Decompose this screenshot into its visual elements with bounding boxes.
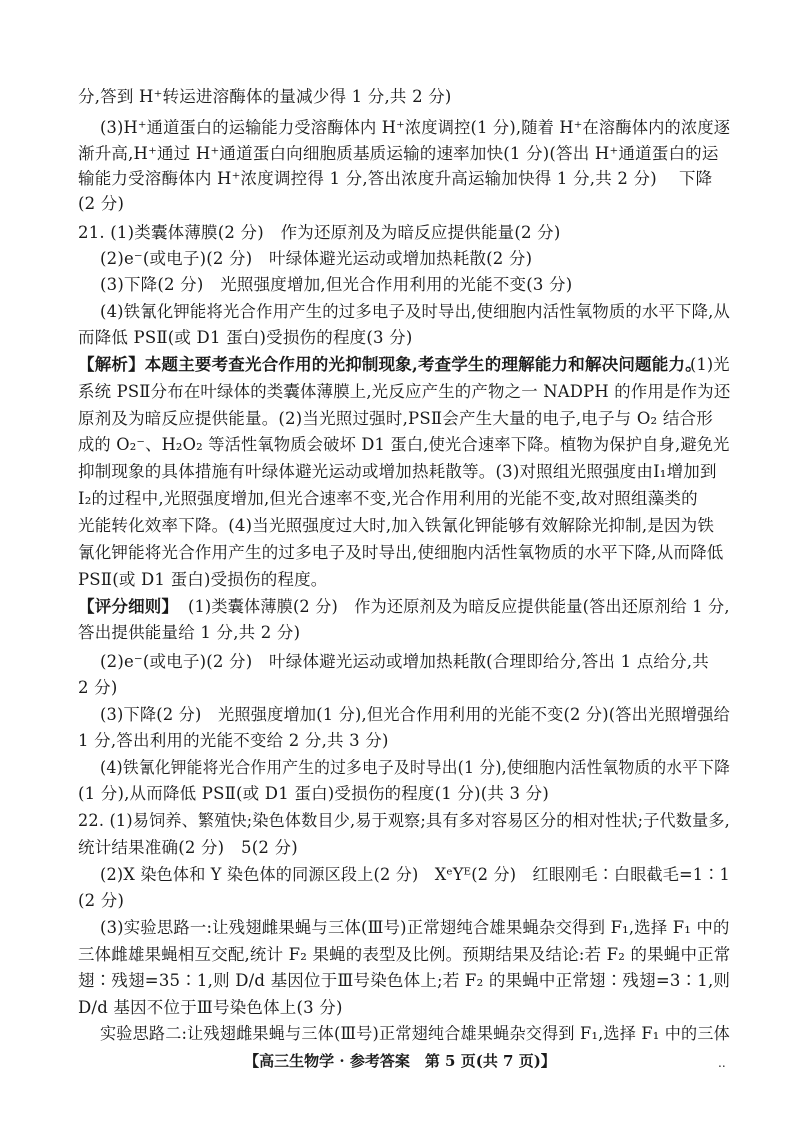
text-line: (4)铁氰化钾能将光合作用产生的过多电子及时导出,使细胞内活性氧物质的水平下降,从	[100, 302, 731, 321]
text-line: PSⅡ(或 D1 蛋白)受损伤的程度。	[78, 570, 328, 589]
text-line: 2 分)	[78, 678, 118, 697]
text-line: (2 分)	[78, 891, 125, 910]
text-line: 翅∶残翅=35∶1,则 D/d 基因位于Ⅲ号染色体上;若 F₂ 的果蝇中正常翅∶残翅=3∶1,则	[78, 971, 731, 990]
text-line: Ⅰ₂的过程中,光照强度增加,但光合速率不变,光合作用利用的光能不变,故对照组藻类的	[78, 489, 698, 508]
text-line: 1 分,答出利用的光能不变给 2 分,共 3 分)	[78, 731, 389, 750]
text-line: 抑制现象的具体措施有叶绿体避光运动或增加热耗散等。(3)对照组光照强度由Ⅰ₁增加到	[78, 462, 717, 481]
text-line: (4)铁氰化钾能将光合作用产生的过多电子及时导出(1 分),使细胞内活性氧物质的水平下降	[100, 758, 731, 777]
text-line: 实验思路二:让残翅雌果蝇与三体(Ⅲ号)正常翅纯合雄果蝇杂交得到 F₁,选择 F₁ 中的三体	[100, 1024, 730, 1043]
text-line: 三体雌雄果蝇相互交配,统计 F₂ 果蝇的表型及比例。预期结果及结论:若 F₂ 的果蝇中正常	[78, 945, 731, 964]
text-line: 分,答到 H⁺转运进溶酶体的量减少得 1 分,共 2 分)	[78, 87, 452, 106]
page-footer: 【高三生物学 · 参考答案 第 5 页(共 7 页)】	[244, 1052, 556, 1070]
text-line: 输能力受溶酶体内 H⁺浓度调控得 1 分,答出浓度升高运输加快得 1 分,共 2 分) 下降	[78, 169, 713, 188]
text-line: 渐升高,H⁺通过 H⁺通道蛋白向细胞质基质运输的速率加快(1 分)(答出 H⁺通道蛋白的运	[78, 144, 719, 163]
text-line: (1 分),从而降低 PSⅡ(或 D1 蛋白)受损伤的程度(1 分)(共 3 分)	[78, 784, 549, 803]
question-21-line: 21. (1)类囊体薄膜(2 分) 作为还原剂及为暗反应提供能量(2 分)	[78, 223, 561, 242]
text-line: 光能转化效率下降。(4)当光照强度过大时,加入铁氰化钾能够有效解除光抑制,是因为铁	[78, 516, 715, 535]
text-line: (3)下降(2 分) 光照强度增加,但光合作用利用的光能不变(3 分)	[100, 275, 573, 294]
text-line: D/d 基因不位于Ⅲ号染色体上(3 分)	[78, 998, 343, 1017]
text-line: 而降低 PSⅡ(或 D1 蛋白)受损伤的程度(3 分)	[78, 328, 413, 347]
text-line: 答出提供能量给 1 分,共 2 分)	[78, 623, 301, 642]
analysis-heading: 【解析】本题主要考查光合作用的光抑制现象,考查学生的理解能力和解决问题能力。	[78, 355, 702, 374]
text-line: (1)类囊体薄膜(2 分) 作为还原剂及为暗反应提供能量(答出还原剂给 1 分,	[188, 597, 730, 616]
text-line: 原剂及为暗反应提供能量。(2)当光照过强时,PSⅡ会产生大量的电子,电子与 O₂ 结合形	[78, 409, 713, 428]
scoring-heading: 【评分细则】	[78, 597, 179, 616]
text-line: (2)e⁻(或电子)(2 分) 叶绿体避光运动或增加热耗散(2 分)	[100, 249, 533, 268]
text-line: (2)e⁻(或电子)(2 分) 叶绿体避光运动或增加热耗散(合理即给分,答出 1 点给分,共	[100, 652, 709, 671]
text-line: 系统 PSⅡ分布在叶绿体的类囊体薄膜上,光反应产生的产物之一 NADPH 的作用是作为还	[78, 382, 731, 401]
corner-mark: ..	[718, 1056, 726, 1070]
text-line: (3)实验思路一:让残翅雌果蝇与三体(Ⅲ号)正常翅纯合雄果蝇杂交得到 F₁,选择 F₁ 中的	[100, 918, 730, 937]
question-22-line: 22. (1)易饲养、繁殖快;染色体数目少,易于观察;具有多对容易区分的相对性状;子代数量多,	[78, 811, 730, 830]
text-line: 氰化钾能将光合作用产生的过多电子及时导出,使细胞内活性氧物质的水平下降,从而降低	[78, 543, 724, 562]
text-line: (3)H⁺通道蛋白的运输能力受溶酶体内 H⁺浓度调控(1 分),随着 H⁺在溶酶体内的浓度逐	[100, 118, 731, 137]
text-line: (2)X 染色体和 Y 染色体的同源区段上(2 分) XᵉYᴱ(2 分) 红眼刚毛∶白眼截毛=1∶1	[100, 865, 730, 884]
text-line: 成的 O₂⁻、H₂O₂ 等活性氧物质会破坏 D1 蛋白,使光合速率下降。植物为保护自身,避免光	[78, 435, 730, 454]
text-line: (2 分)	[78, 194, 125, 213]
text-line: (3)下降(2 分) 光照强度增加(1 分),但光合作用利用的光能不变(2 分)(答出光照增强给	[100, 705, 731, 724]
text-line: (1)光	[690, 355, 730, 374]
text-line: 统计结果准确(2 分) 5(2 分)	[78, 838, 298, 857]
